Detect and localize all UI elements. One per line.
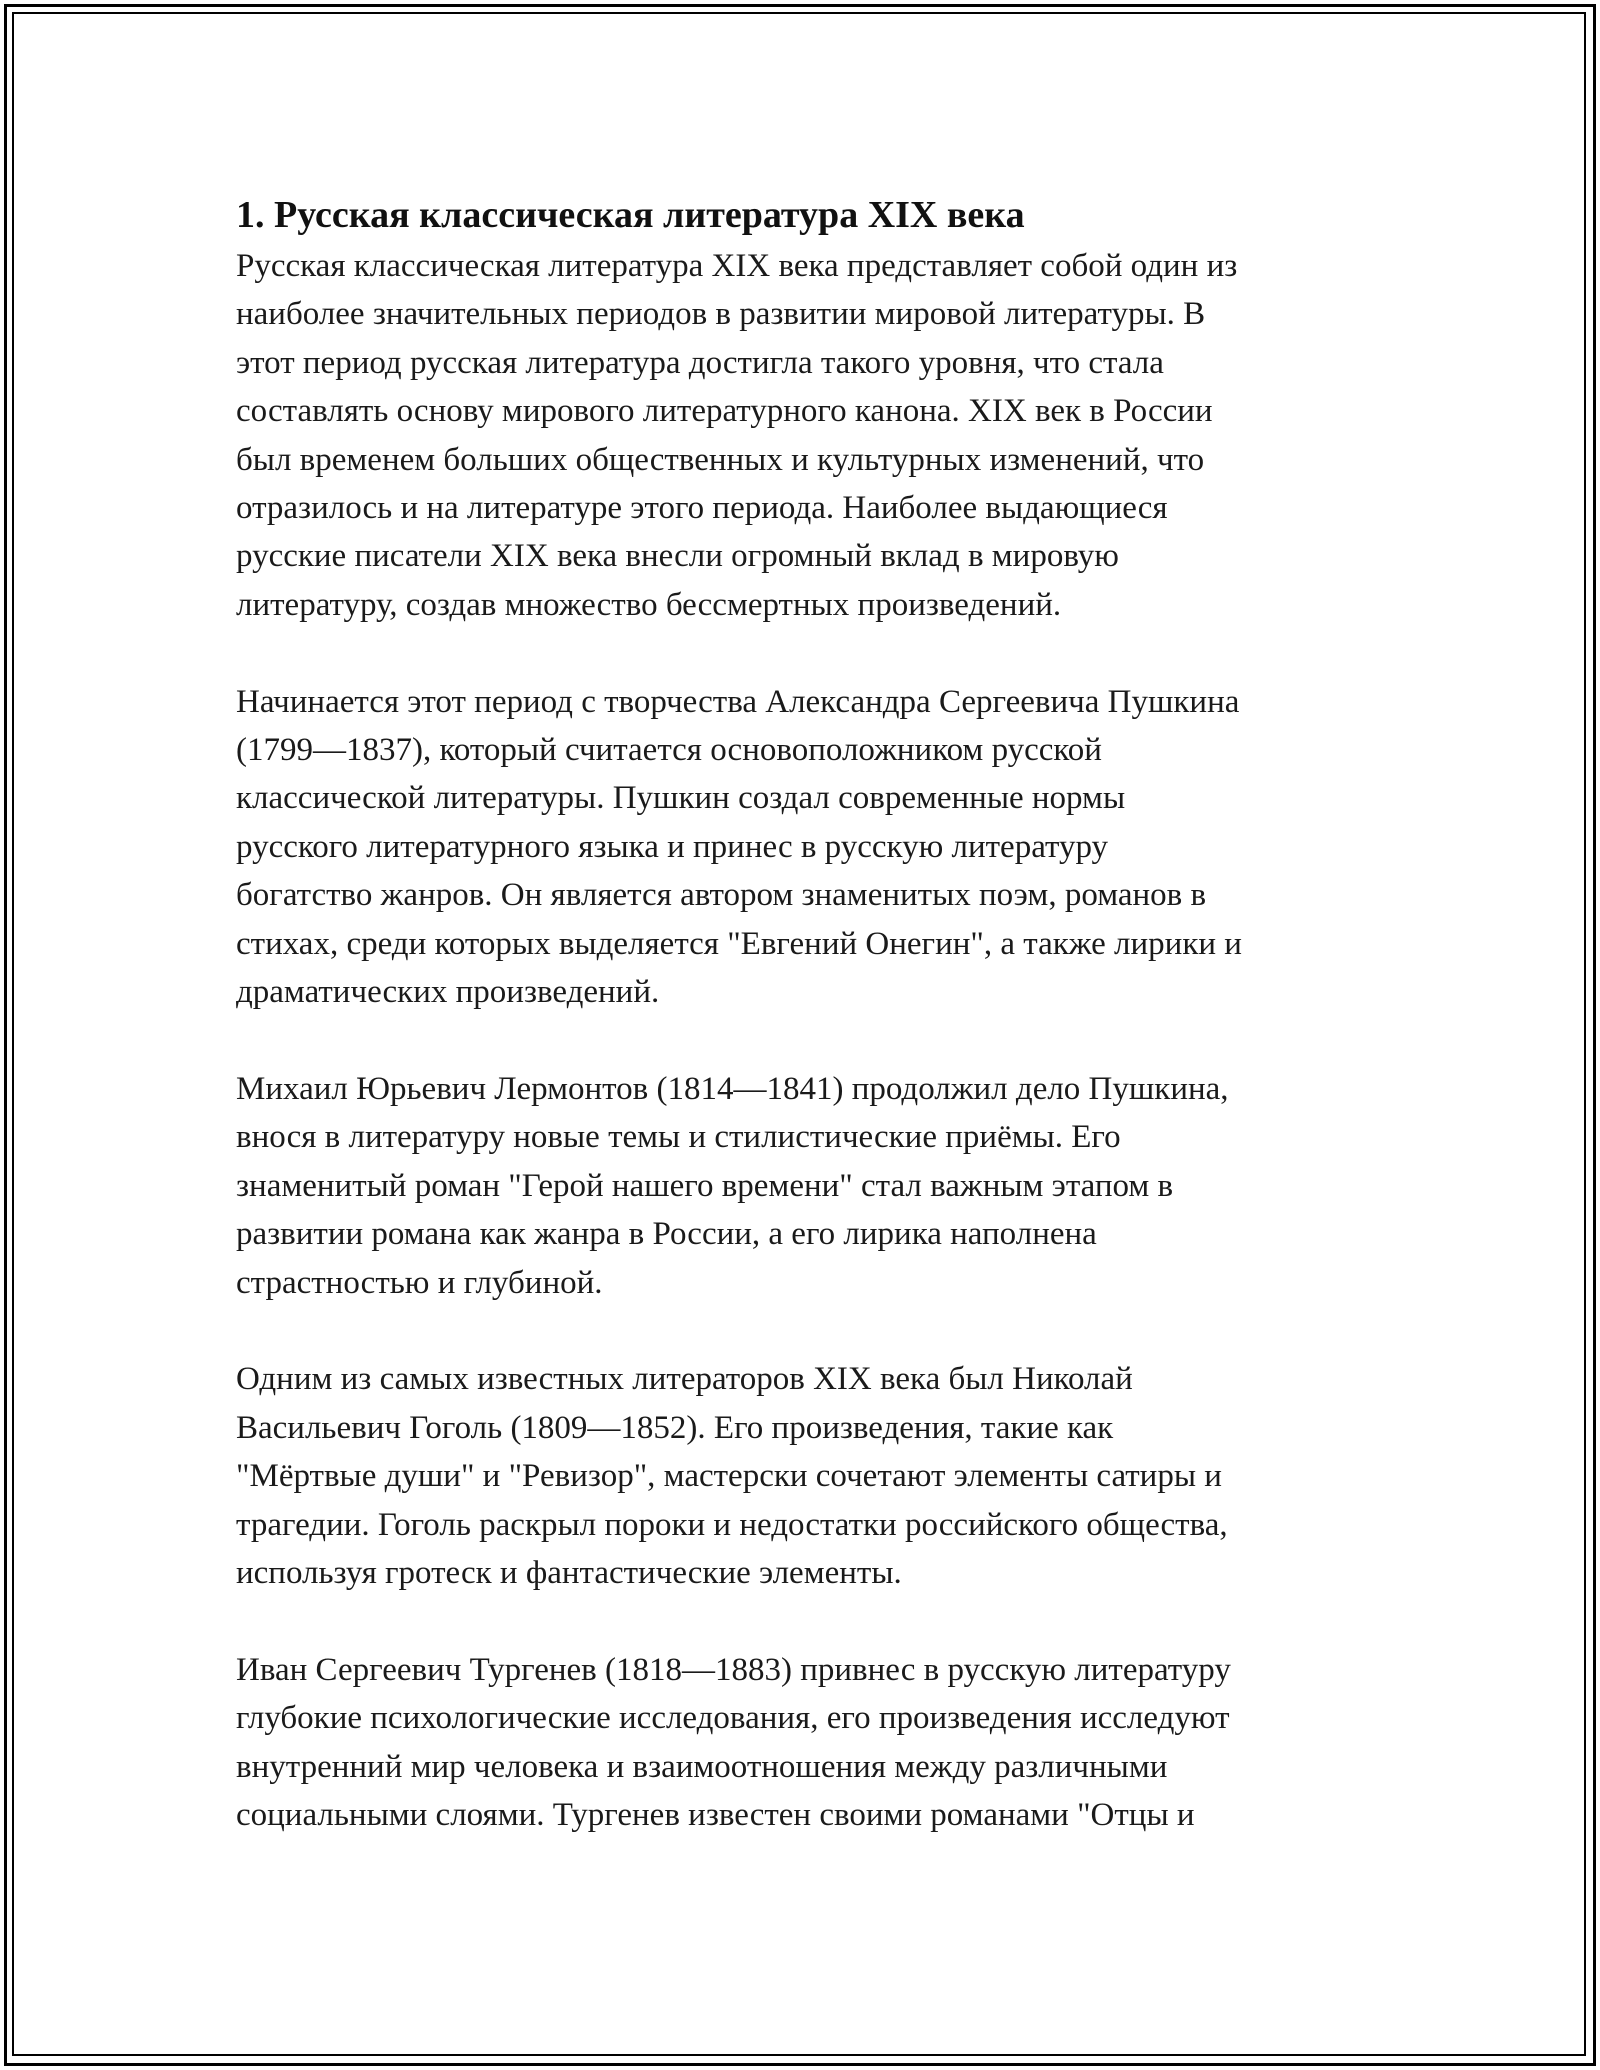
text-line: трагедии. Гоголь раскрыл пороки и недостатки российского общества, xyxy=(236,1506,1228,1543)
text-line: социальными слоями. Тургенев известен своими романами "Отцы и xyxy=(236,1796,1195,1833)
text-line: русские писатели XIX века внесли огромный вклад в мировую xyxy=(236,538,1119,575)
document-body xyxy=(236,188,1376,1839)
text-line: Начинается этот период с творчества Александра Сергеевича Пушкина xyxy=(236,683,1240,720)
text-line: развитии романа как жанра в России, а его лирика наполнена xyxy=(236,1216,1097,1253)
text-line: Васильевич Гоголь (1809—1852). Его произведения, такие как xyxy=(236,1409,1114,1446)
text-line: (1799—1837), который считается основоположником русской xyxy=(236,732,1102,769)
text-line: русского литературного языка и принес в русскую литературу xyxy=(236,828,1109,865)
text-line: составлять основу мирового литературного канона. XIX век в России xyxy=(236,393,1213,430)
text-line: отразилось и на литературе этого периода. Наиболее выдающиеся xyxy=(236,490,1168,527)
text-line: "Мёртвые души" и "Ревизор", мастерски сочетают элементы сатиры и xyxy=(236,1458,1222,1495)
text-line: богатство жанров. Он является автором знаменитых поэм, романов в xyxy=(236,877,1207,914)
paragraph-5 xyxy=(236,1646,1376,1840)
text-line: драматических произведений. xyxy=(236,974,660,1011)
text-line: Михаил Юрьевич Лермонтов (1814—1841) продолжил дело Пушкина, xyxy=(236,1070,1229,1107)
text-line: знаменитый роман "Герой нашего времени" стал важным этапом в xyxy=(236,1167,1174,1204)
text-line: страстностью и глубиной. xyxy=(236,1264,603,1301)
text-line: Русская классическая литература XIX века представляет собой один из xyxy=(236,248,1238,284)
paragraph-list xyxy=(236,242,1376,1839)
text-line: стихах, среди которых выделяется "Евгений Онегин", а также лирики и xyxy=(236,925,1242,962)
paragraph-1 xyxy=(236,242,1376,629)
paragraph-4 xyxy=(236,1355,1376,1597)
paragraph-2 xyxy=(236,678,1376,1017)
section-heading: 1. Русская классическая литература XIX века xyxy=(236,194,1025,236)
text-line: был временем больших общественных и культурных изменений, что xyxy=(236,441,1205,478)
text-line: внося в литературу новые темы и стилистические приёмы. Его xyxy=(236,1119,1121,1156)
text-line: Одним из самых известных литераторов XIX века был Николай xyxy=(236,1361,1133,1398)
paragraph-3 xyxy=(236,1065,1376,1307)
text-line: глубокие психологические исследования, его произведения исследуют xyxy=(236,1700,1230,1737)
text-line: внутренний мир человека и взаимоотношения между различными xyxy=(236,1748,1168,1785)
text-line: литературу, создав множество бессмертных произведений. xyxy=(236,586,1062,623)
text-line: этот период русская литература достигла такого уровня, что стала xyxy=(236,344,1164,381)
text-line: наиболее значительных периодов в развитии мировой литературы. В xyxy=(236,296,1206,333)
text-line: классической литературы. Пушкин создал современные нормы xyxy=(236,780,1126,817)
text-line: Иван Сергеевич Тургенев (1818—1883) привнес в русскую литературу xyxy=(236,1651,1231,1688)
text-line: используя гротеск и фантастические элементы. xyxy=(236,1554,902,1591)
